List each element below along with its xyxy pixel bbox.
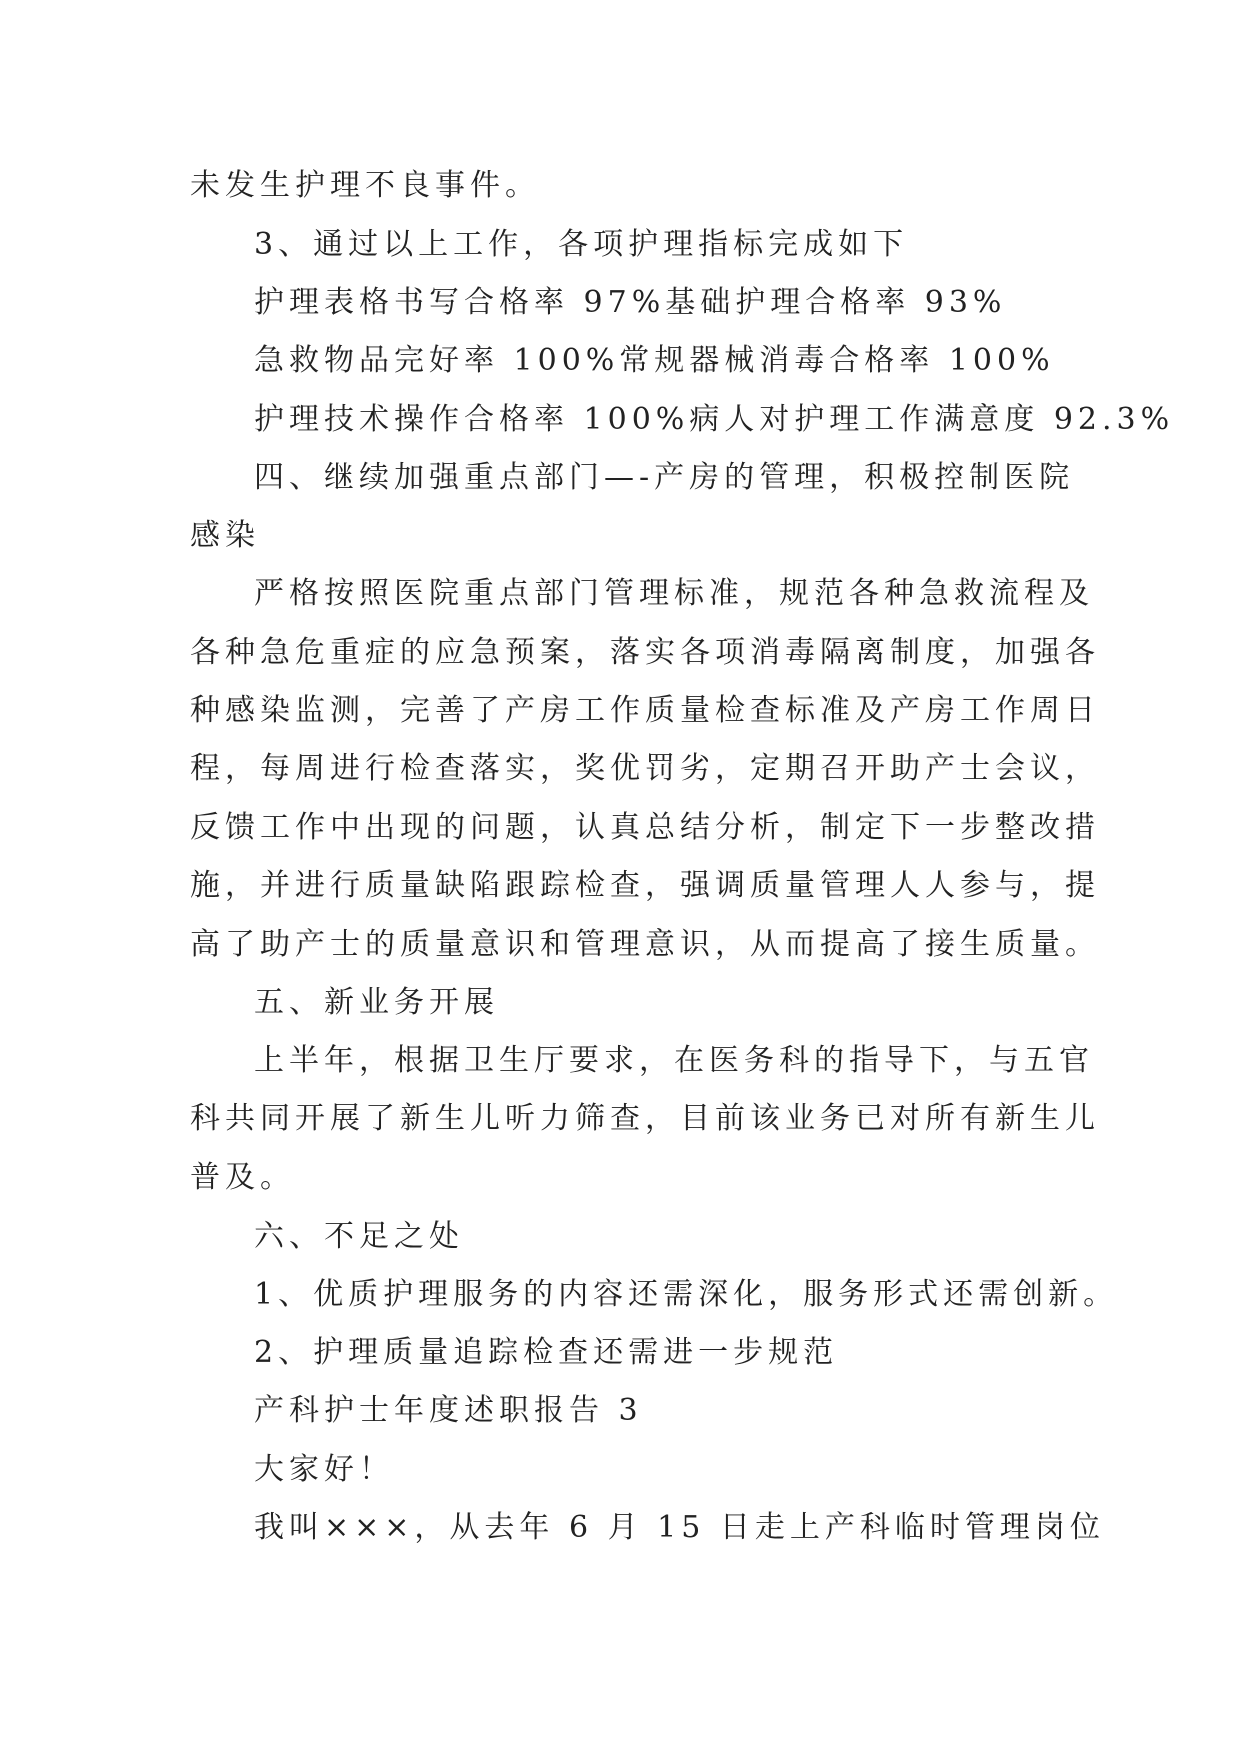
paragraph-line: 高了助产士的质量意识和管理意识，从而提高了接生质量。 bbox=[190, 927, 1100, 962]
text-line: 护理技术操作合格率 100%病人对护理工作满意度 92.3% bbox=[254, 402, 1175, 437]
text-line: 3、通过以上工作，各项护理指标完成如下 bbox=[254, 227, 909, 262]
section-heading: 六、不足之处 bbox=[254, 1219, 464, 1254]
paragraph-line: 程，每周进行检查落实，奖优罚劣，定期召开助产士会议， bbox=[190, 751, 1100, 786]
greeting: 大家好！ bbox=[254, 1452, 394, 1487]
paragraph-line: 严格按照医院重点部门管理标准，规范各种急救流程及 bbox=[254, 576, 1094, 611]
list-item: 1、优质护理服务的内容还需深化，服务形式还需创新。 bbox=[254, 1277, 1119, 1312]
text-line: 护理表格书写合格率 97%基础护理合格率 93% bbox=[254, 285, 1007, 320]
paragraph-line: 上半年，根据卫生厅要求，在医务科的指导下，与五官 bbox=[254, 1043, 1094, 1078]
paragraph-line: 我叫×××，从去年 6 月 15 日走上产科临时管理岗位 bbox=[254, 1510, 1105, 1545]
report-title: 产科护士年度述职报告 3 bbox=[254, 1393, 643, 1428]
section-heading: 四、继续加强重点部门—-产房的管理，积极控制医院 bbox=[254, 460, 1075, 495]
text-line: 未发生护理不良事件。 bbox=[190, 168, 540, 203]
paragraph-line: 施，并进行质量缺陷跟踪检查，强调质量管理人人参与，提 bbox=[190, 868, 1100, 903]
paragraph-line: 反馈工作中出现的问题，认真总结分析，制定下一步整改措 bbox=[190, 810, 1100, 845]
section-heading: 五、新业务开展 bbox=[254, 985, 499, 1020]
paragraph-line: 科共同开展了新生儿听力筛查，目前该业务已对所有新生儿 bbox=[190, 1101, 1100, 1136]
section-heading-continuation: 感染 bbox=[190, 518, 260, 553]
paragraph-line: 普及。 bbox=[190, 1160, 295, 1195]
paragraph-line: 各种急危重症的应急预案，落实各项消毒隔离制度，加强各 bbox=[190, 635, 1100, 670]
paragraph-line: 种感染监测，完善了产房工作质量检查标准及产房工作周日 bbox=[190, 693, 1100, 728]
list-item: 2、护理质量追踪检查还需进一步规范 bbox=[254, 1335, 839, 1370]
text-line: 急救物品完好率 100%常规器械消毒合格率 100% bbox=[254, 343, 1055, 378]
